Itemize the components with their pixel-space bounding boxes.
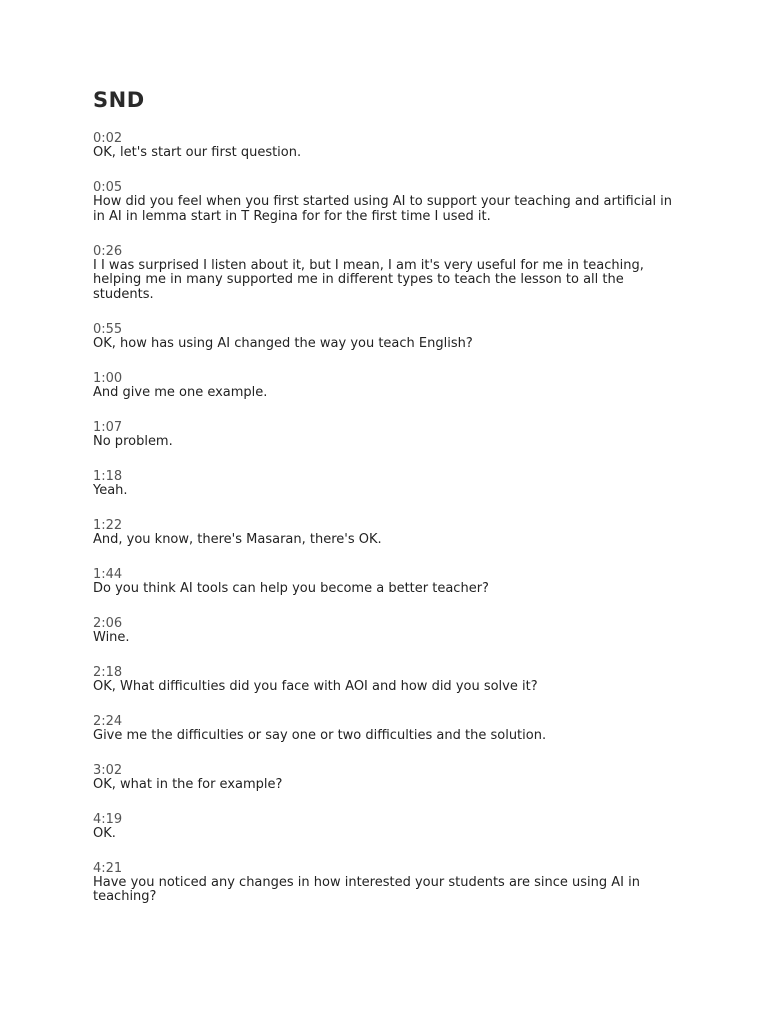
transcript-text: How did you feel when you first started using AI to support your teaching and artificial in in AI in lemma start in T Regina for for the first time I used it. [93,194,673,224]
transcript-text: Wine. [93,629,130,645]
transcript-entry [93,715,683,744]
timestamp: 0:55 [93,321,123,337]
transcript-entry [93,813,683,842]
transcript-entry [93,519,683,548]
transcript-entry [93,372,683,401]
timestamp: 2:18 [93,664,123,680]
transcript-text: OK, What difficulties did you face with AOI and how did you solve it? [93,678,538,694]
document-page [93,88,683,925]
transcript-text: Have you noticed any changes in how interested your students are since using AI in teaching? [93,874,640,904]
transcript-entry [93,323,683,352]
transcript-entry [93,421,683,450]
transcript-entry [93,470,683,499]
transcript-entry [93,862,683,905]
transcript-entry [93,132,683,161]
transcript-list [93,132,683,905]
timestamp: 0:05 [93,180,123,195]
timestamp: 0:26 [93,243,123,259]
transcript-text: And give me one example. [93,384,268,400]
transcript-entry [93,666,683,695]
transcript-text: No problem. [93,433,173,449]
timestamp: 1:22 [93,517,123,533]
transcript-text: OK, what in the for example? [93,776,283,792]
transcript-entry [93,181,683,224]
transcript-entry [93,568,683,597]
timestamp: 2:06 [93,615,123,631]
transcript-text: And, you know, there's Masaran, there's OK. [93,531,382,547]
timestamp: 4:19 [93,811,123,827]
timestamp: 4:21 [93,860,123,876]
transcript-text: OK. [93,825,116,841]
timestamp: 1:07 [93,419,123,435]
transcript-text: OK, let's start our first question. [93,145,302,160]
transcript-text: I I was surprised I listen about it, but I mean, I am it's very useful for me in teaching, helping me in many supported me in different types to teach the lesson to all the students. [93,257,644,302]
timestamp: 3:02 [93,762,123,778]
transcript-entry [93,617,683,646]
timestamp: 1:00 [93,370,123,386]
document-title: SND [93,88,145,112]
transcript-text: Do you think AI tools can help you become a better teacher? [93,580,489,596]
transcript-text: OK, how has using AI changed the way you teach English? [93,335,473,351]
timestamp: 0:02 [93,131,123,146]
transcript-text: Give me the difficulties or say one or two difficulties and the solution. [93,727,547,743]
timestamp: 1:44 [93,566,123,582]
timestamp: 2:24 [93,713,123,729]
transcript-entry [93,245,683,303]
transcript-entry [93,764,683,793]
transcript-text: Yeah. [93,482,128,498]
timestamp: 1:18 [93,468,123,484]
